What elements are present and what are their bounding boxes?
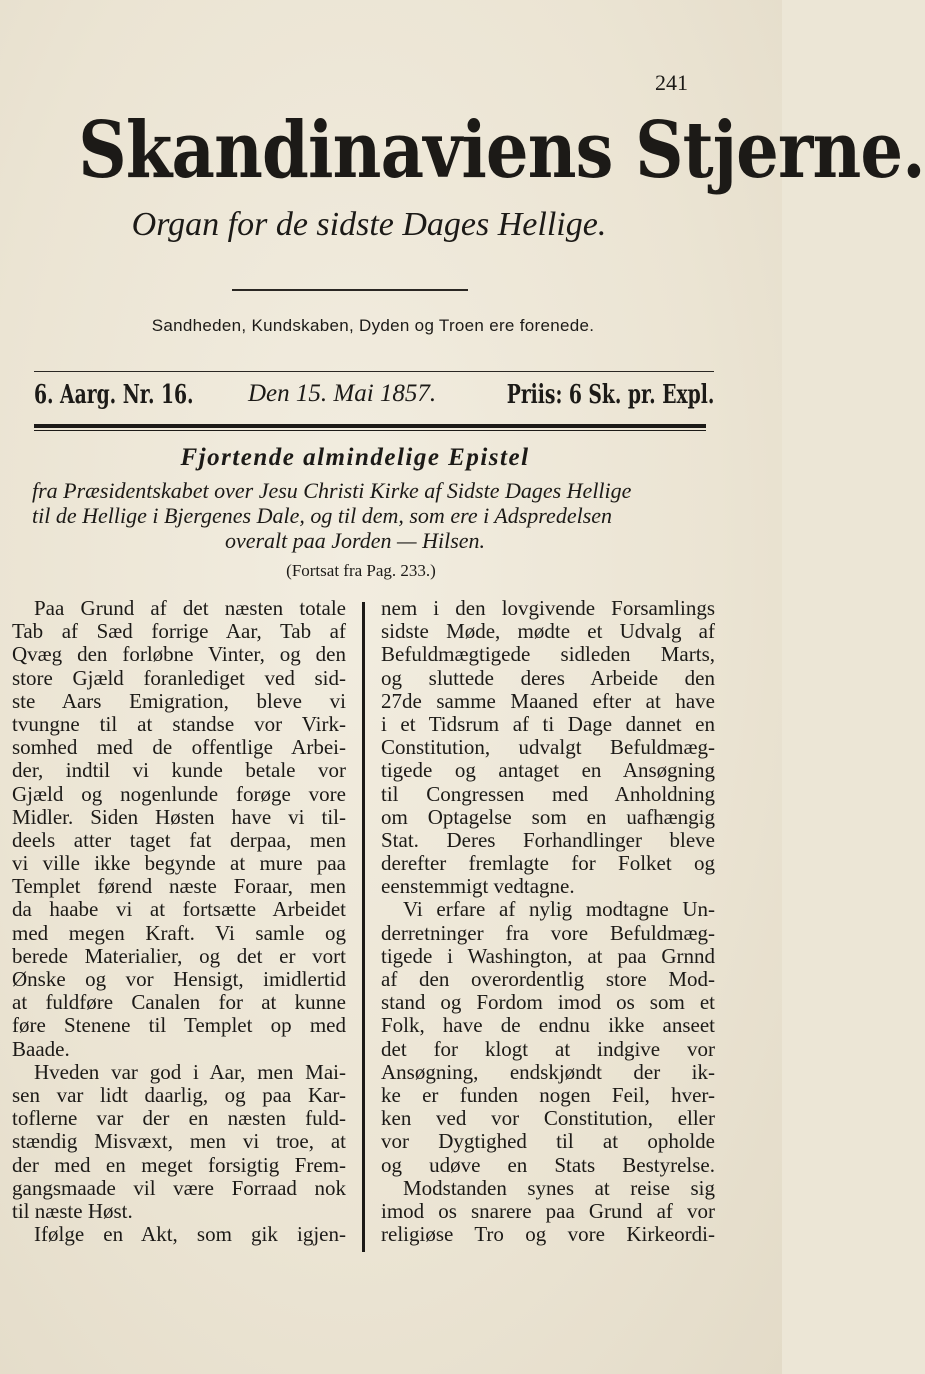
text-line: der med en meget forsigtig Frem- — [12, 1152, 346, 1177]
text-line: vor Dygtighed til at opholde — [381, 1129, 715, 1154]
text-line: eenstemmigt vedtagne. — [381, 874, 575, 899]
text-line: Constitution, udvalgt Befuldmæg- — [381, 735, 715, 760]
text-line: berede Materialier, og det er vort — [12, 943, 346, 968]
text-line: Templet førend næste Foraar, men — [12, 874, 346, 899]
text-line: til Congressen med Anholdning — [381, 781, 715, 806]
issue-date: Den 15. Mai 1857. — [248, 380, 437, 407]
page-number: 241 — [655, 70, 688, 95]
text-line: da haabe vi at fortsætte Arbeidet — [12, 897, 346, 922]
text-line: af den overordentlig store Mod- — [381, 967, 715, 991]
article-subtitle — [30, 478, 720, 553]
text-line: Vi erfare af nylig modtagne Un- — [403, 897, 715, 922]
text-line: Modstanden synes at reise sig — [403, 1175, 715, 1200]
text-line: Folk, have de endnu ikke anseet — [381, 1013, 715, 1038]
article-subtitle-line: overalt paa Jorden — Hilsen. — [224, 528, 486, 553]
text-line: imod os snarere paa Grund af vor — [381, 1198, 715, 1223]
text-line: Stat. Deres Forhandlinger bleve — [381, 827, 715, 852]
text-line: gangsmaade vil være Forraad nok — [12, 1175, 346, 1200]
text-line: ste Aars Emigration, bleve vi — [12, 688, 346, 713]
text-line: der, indtil vi kunde betale vor — [12, 758, 346, 783]
article-title: Fjortende almindelige Epistel — [180, 444, 530, 471]
text-line: ke er funden nogen Feil, hver- — [381, 1082, 715, 1107]
text-line: derefter fremlagte for Folket og — [381, 851, 715, 876]
issue-line — [34, 380, 714, 420]
text-line: store Gjæld foranlediget ved sid- — [12, 665, 346, 690]
text-line: Hveden var god i Aar, men Mai- — [34, 1059, 346, 1084]
text-line: stændig Misvæxt, men vi troe, at — [12, 1129, 346, 1154]
text-line: Ansøgning, endskjøndt der ik- — [381, 1059, 715, 1084]
left-column — [12, 597, 346, 1246]
text-line: tvungne til at standse vor Virk- — [12, 711, 346, 736]
text-line: sen var lidt daarlig, og paa Kar- — [12, 1082, 346, 1107]
masthead-title: Skandinaviens Stjerne. — [78, 105, 925, 196]
text-line: til næste Høst. — [12, 1198, 133, 1223]
text-line: Ønske og vor Hensigt, imidlertid — [12, 967, 346, 991]
issue-rule-thick — [34, 424, 706, 428]
masthead-motto: Sandheden, Kundskaben, Dyden og Troen ere forenede. — [151, 316, 595, 335]
text-line: Midler. Siden Høsten have vi til- — [12, 804, 346, 829]
text-line: stand og Fordom imod os som et — [381, 990, 715, 1015]
text-line: og sluttede deres Arbeide den — [381, 665, 715, 690]
issue-volume: 6. Aarg. Nr. 16. — [34, 380, 194, 410]
text-line: religiøse Tro og vore Kirkeordi- — [381, 1222, 715, 1247]
text-line: nem i den lovgivende Forsamlings — [381, 596, 715, 620]
text-line: i et Tidsrum af ti Dage dannet en — [381, 711, 715, 736]
article-subtitle-line: fra Præsidentskabet over Jesu Christi Kirke af Sidste Dages Hellige — [32, 478, 632, 503]
text-line: deels atter taget fat derpaa, men — [12, 827, 346, 852]
continued-note: (Fortsat fra Pag. 233.) — [286, 561, 436, 580]
text-line: Ifølge en Akt, som gik igjen- — [34, 1222, 346, 1247]
text-line: tigede i Washington, at paa Grnnd — [381, 943, 715, 968]
issue-price: Priis: 6 Sk. pr. Expl. — [506, 380, 714, 410]
right-column — [381, 597, 715, 1246]
text-line: toflerne var der en næsten fuld- — [12, 1106, 346, 1131]
text-line: Baade. — [12, 1036, 70, 1061]
text-line: 27de samme Maaned efter at have — [381, 688, 715, 713]
text-line: ken ved vor Constitution, eller — [381, 1106, 715, 1131]
article-subtitle-line: til de Hellige i Bjergenes Dale, og til dem, som ere i Adspredelsen — [32, 503, 613, 528]
issue-rule-thin — [34, 430, 706, 431]
text-line: og udøve en Stats Bestyrelse. — [381, 1152, 715, 1177]
text-line: tigede og antaget en Ansøgning — [381, 758, 715, 783]
text-line: Befuldmægtigede sidleden Marts, — [381, 642, 715, 667]
text-line: om Optagelse som en uafhængig — [381, 804, 715, 829]
issue-rule-top — [34, 371, 714, 372]
masthead-divider — [232, 289, 468, 291]
text-line: at fuldføre Canalen for at kunne — [12, 990, 346, 1015]
text-line: Tab af Sæd forrige Aar, Tab af — [12, 619, 346, 644]
text-line: vi ville ikke begynde at mure paa — [12, 851, 346, 876]
text-line: med megen Kraft. Vi samle og — [12, 920, 346, 945]
masthead-subtitle: Organ for de sidste Dages Hellige. — [131, 206, 607, 243]
text-line: derretninger fra vore Befuldmæg- — [381, 920, 715, 945]
text-line: Gjæld og nogenlunde forøge vore — [12, 781, 346, 806]
text-line: Paa Grund af det næsten totale — [34, 596, 346, 620]
text-line: føre Stenene til Templet op med — [12, 1013, 346, 1038]
text-line: somhed med de offentlige Arbei- — [12, 735, 346, 760]
text-line: Qvæg den forløbne Vinter, og den — [12, 642, 346, 667]
text-line: det for klogt at indgive vor — [381, 1036, 715, 1061]
text-line: sidste Møde, mødte et Udvalg af — [381, 619, 715, 644]
column-divider — [362, 602, 365, 1252]
